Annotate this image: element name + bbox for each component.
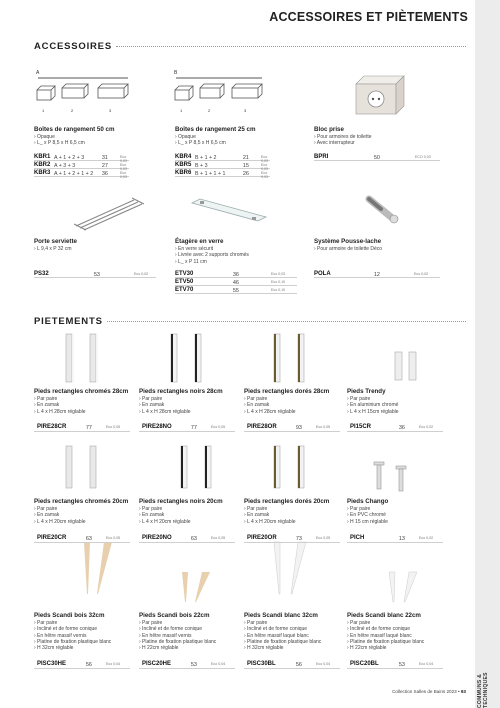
eco-fee: Eco 0,05: [316, 425, 331, 429]
price-row: [139, 422, 235, 432]
eco-fee: Eco 0,03: [120, 171, 127, 179]
price: 36: [101, 170, 108, 177]
price-table: [34, 659, 130, 669]
product-title: Pieds rectangles dorés 28cm: [244, 388, 330, 395]
feature-line: › L 9,4 x P 32 cm: [34, 246, 72, 252]
price: 31: [101, 154, 108, 161]
product-title: Pieds Chango: [347, 498, 389, 505]
price-row: [244, 533, 340, 543]
eco-fee: Eco 0,04: [316, 662, 331, 666]
product-title: Étagère en verre: [175, 238, 224, 245]
product-ref: PISC30HE: [37, 661, 67, 667]
feature-line: › Platine de fixation plastique blanc: [139, 638, 217, 645]
product-ref: PISC20BL: [350, 661, 379, 667]
product-ref: PI15CR: [350, 424, 372, 430]
accessory-block: [34, 126, 114, 147]
price-row: [244, 422, 340, 432]
price: 13: [398, 535, 405, 542]
leg-product-block: [34, 388, 128, 415]
leg-product-block: [347, 498, 388, 525]
price: 46: [232, 279, 239, 286]
feature-line: › Par paire: [139, 396, 163, 402]
price-row: [175, 270, 297, 278]
price: 53: [190, 661, 197, 668]
price-table: [175, 153, 270, 177]
feature-line: › En hêtre massif laqué blanc: [347, 632, 412, 639]
price: 56: [85, 661, 92, 668]
product-ref: PIRE20CR: [37, 535, 67, 541]
composition: B + 3: [195, 162, 208, 169]
accessory-block: [314, 126, 372, 147]
svg-text:1: 1: [180, 108, 183, 113]
product-title: Pieds rectangles chromés 20cm: [34, 498, 129, 505]
feature-line: › H 15 cm réglable: [347, 518, 388, 525]
price: 56: [295, 661, 302, 668]
accessory-block: [175, 126, 255, 147]
side-tab-label: COMMUNS & TECHNIQUES: [477, 672, 489, 708]
eco-fee: Eco 0,02: [419, 536, 434, 540]
feature-line: › En hêtre massif vernis: [34, 632, 87, 639]
feature-line: › Opaque: [34, 134, 55, 140]
product-title: Pieds Scandi blanc 32cm: [244, 612, 318, 619]
eco-fee: Eco 0,05: [106, 536, 121, 540]
section-title: PIETEMENTS: [34, 316, 103, 327]
price-table: [175, 270, 297, 294]
composition: B + 1 + 1 + 1: [195, 170, 226, 177]
product-title: Système Pousse-lache: [314, 238, 382, 245]
product-ref: POLA: [314, 271, 331, 277]
price: 15: [242, 162, 249, 169]
accessory-block: [175, 238, 249, 265]
product-ref: ETV70: [175, 287, 194, 293]
product-title: Boîtes de rangement 25 cm: [175, 126, 256, 133]
feature-line: › En hêtre massif vernis: [139, 632, 192, 639]
feature-line: › Par paire: [347, 506, 371, 512]
feature-line: › L 4 x H 28cm réglable: [244, 408, 296, 415]
feature-line: › En zamak: [34, 512, 60, 519]
legs-chango-image: [370, 460, 420, 495]
leg-product-block: [244, 612, 321, 651]
price: 26: [242, 170, 249, 177]
product-ref: PIRE20NO: [142, 535, 172, 541]
feature-line: › L 4 x H 20cm réglable: [139, 518, 191, 525]
price: 63: [85, 535, 92, 542]
eco-fee: Eco 0,05: [211, 425, 226, 429]
feature-line: › L 4 x H 20cm réglable: [34, 518, 86, 525]
price-row: [347, 533, 443, 543]
price-row: [347, 659, 443, 669]
feature-line: › Par paire: [139, 620, 163, 626]
product-ref: KBR1: [34, 154, 51, 160]
price-table: [244, 533, 340, 543]
leg-product-block: [347, 388, 399, 415]
price: 55: [232, 287, 239, 294]
price: 12: [373, 271, 380, 278]
legs-scandi-white-32-image: [270, 540, 315, 598]
svg-text:1: 1: [42, 108, 45, 113]
product-ref: PIRE28OR: [247, 424, 277, 430]
feature-line: › En aluminium chromé: [347, 402, 399, 409]
price-table: [34, 422, 130, 432]
feature-line: › Opaque: [175, 134, 196, 140]
product-title: Pieds rectangles chromés 28cm: [34, 388, 129, 395]
feature-line: › L_ x P 8,5 x H 6,5 cm: [175, 140, 226, 147]
svg-text:2: 2: [71, 108, 74, 113]
section-pietements: [34, 316, 466, 327]
product-title: Pieds rectangles noirs 20cm: [139, 498, 223, 505]
composition: A + 1 + 2 + 3: [54, 154, 85, 161]
product-ref: KBR5: [175, 162, 192, 168]
product-ref: PIRE28NO: [142, 424, 172, 430]
feature-line: › En zamak: [139, 512, 165, 519]
product-title: Bloc prise: [314, 126, 344, 133]
price-table: [244, 659, 340, 669]
price: 93: [295, 424, 302, 431]
product-ref: PIRE20OR: [247, 535, 277, 541]
feature-line: › H 22cm réglable: [139, 645, 179, 652]
product-ref: PISC20HE: [142, 661, 172, 667]
price: 53: [93, 271, 100, 278]
feature-line: › Platine de fixation plastique blanc: [34, 638, 112, 645]
price: 36: [232, 271, 239, 278]
price-row: [34, 270, 156, 278]
product-title: Boîtes de rangement 50 cm: [34, 126, 115, 133]
legs-black-20-image: [175, 440, 225, 495]
price-row: [244, 659, 340, 669]
feature-line: › Incliné et de forme conique: [347, 626, 411, 633]
product-ref: KBR2: [34, 162, 51, 168]
feature-line: › Par paire: [347, 396, 371, 402]
feature-line: › L 4 x H 28cm réglable: [139, 408, 191, 415]
page-footer: Collection Salles de Bains 2023 • 93: [392, 689, 466, 694]
leg-product-block: [34, 612, 111, 651]
eco-fee: Eco 0,03: [261, 155, 268, 163]
price-row: [139, 533, 235, 543]
accessory-block: [314, 238, 382, 252]
svg-text:3: 3: [244, 108, 247, 113]
feature-line: › En verre sécurit: [175, 246, 214, 252]
composition: A + 3 + 3: [54, 162, 76, 169]
eco-fee: Eco 0,05: [211, 536, 226, 540]
svg-text:2: 2: [208, 108, 211, 113]
price-table: [314, 153, 440, 161]
drawing-letter: A: [36, 70, 40, 76]
price-table: [347, 533, 443, 543]
section-title: ACCESSOIRES: [34, 41, 112, 52]
power-block-image: [352, 72, 407, 117]
price: 21: [242, 154, 249, 161]
legs-gold-28-image: [268, 330, 318, 385]
price-table: [139, 533, 235, 543]
price-table: [34, 270, 156, 278]
eco-fee: Eco 0,03: [120, 155, 127, 163]
feature-line: › Platine de fixation plastique blanc: [244, 638, 322, 645]
leg-product-block: [347, 612, 424, 651]
price-row: [175, 169, 270, 177]
price: 77: [190, 424, 197, 431]
product-ref: ETV50: [175, 279, 194, 285]
product-title: Pieds Scandi blanc 22cm: [347, 612, 421, 619]
product-ref: ETV30: [175, 271, 194, 277]
feature-line: › Platine de fixation plastique blanc: [347, 638, 425, 645]
storage-box-25-drawing: [172, 66, 267, 116]
feature-line: › Pour armoire de toilette Déco: [314, 246, 383, 252]
feature-line: › Par paire: [34, 506, 58, 512]
accessory-block: [34, 238, 77, 252]
push-latch-image: [363, 193, 403, 225]
feature-line: › L_ x P 11 cm: [175, 258, 207, 265]
price-table: [314, 270, 440, 278]
feature-line: › L 4 x H 20cm réglable: [244, 518, 296, 525]
leg-product-block: [139, 612, 216, 651]
price-row: [314, 153, 440, 161]
price-row: [175, 153, 270, 161]
eco-fee: Eco 0,10: [271, 288, 286, 292]
price-table: [139, 422, 235, 432]
eco-fee: ECO 0,03: [415, 155, 431, 159]
leg-product-block: [34, 498, 128, 525]
feature-line: › En zamak: [244, 512, 270, 519]
product-title: Pieds rectangles noirs 28cm: [139, 388, 223, 395]
price-row: [34, 533, 130, 543]
feature-line: › En PVC chromé: [347, 512, 386, 519]
price-row: [34, 659, 130, 669]
eco-fee: Eco 0,03: [120, 163, 127, 171]
product-ref: PS32: [34, 271, 49, 277]
eco-fee: Eco 0,03: [261, 171, 268, 179]
leg-product-block: [244, 498, 329, 525]
page-number: 93: [460, 689, 466, 694]
feature-line: › Par paire: [139, 506, 163, 512]
eco-fee: Eco 0,02: [419, 425, 434, 429]
product-ref: KBR6: [175, 170, 192, 176]
eco-fee: Eco 0,05: [316, 536, 331, 540]
price: 27: [101, 162, 108, 169]
feature-line: › En zamak: [244, 402, 270, 409]
price: 53: [398, 661, 405, 668]
svg-text:B: B: [174, 70, 178, 76]
dotted-rule: [107, 321, 466, 322]
feature-line: › En zamak: [139, 402, 165, 409]
price-row: [34, 422, 130, 432]
feature-line: › Incliné et de forme conique: [139, 626, 203, 633]
price: 50: [373, 154, 380, 161]
product-ref: PIRE28CR: [37, 424, 67, 430]
eco-fee: Eco 0,03: [261, 163, 268, 171]
price-row: [175, 278, 297, 286]
eco-fee: Eco 0,04: [106, 662, 121, 666]
price-row: [314, 270, 440, 278]
price-table: [347, 659, 443, 669]
feature-line: › L_ x P 8,5 x H 6,5 cm: [34, 140, 85, 147]
side-tab: [475, 0, 500, 708]
feature-line: › Pour armoires de toilette: [314, 134, 372, 140]
product-title: Pieds rectangles dorés 20cm: [244, 498, 330, 505]
price-table: [347, 422, 443, 432]
legs-gold-20-image: [268, 440, 318, 495]
leg-product-block: [244, 388, 329, 415]
dotted-rule: [116, 46, 466, 47]
legs-chrome-20-image: [60, 440, 110, 495]
product-title: Pieds Trendy: [347, 388, 386, 395]
price-row: [175, 286, 297, 294]
svg-text:3: 3: [109, 108, 112, 113]
price-row: [34, 169, 129, 177]
eco-fee: Eco 0,04: [211, 662, 226, 666]
product-ref: KBR3: [34, 170, 51, 176]
leg-product-block: [139, 498, 223, 525]
product-title: Porte serviette: [34, 238, 77, 245]
price: 36: [398, 424, 405, 431]
price-row: [34, 153, 129, 161]
towel-rail-image: [72, 188, 144, 233]
feature-line: › Par paire: [347, 620, 371, 626]
legs-trendy-image: [393, 348, 423, 383]
section-accessoires: [34, 41, 466, 52]
price-table: [139, 659, 235, 669]
price-row: [347, 422, 443, 432]
glass-shelf-image: [188, 195, 270, 227]
feature-line: › Livrée avec 2 supports chromés: [175, 252, 249, 259]
feature-line: › Incliné et de forme conique: [244, 626, 308, 633]
feature-line: › En zamak: [34, 402, 60, 409]
feature-line: › Par paire: [34, 620, 58, 626]
feature-line: › H 32cm réglable: [34, 645, 74, 652]
product-ref: KBR4: [175, 154, 192, 160]
price-row: [175, 161, 270, 169]
price: 73: [295, 535, 302, 542]
feature-line: › L 4 x H 15cm réglable: [347, 408, 399, 415]
eco-fee: Eco 0,03: [271, 272, 286, 276]
price-table: [34, 153, 129, 177]
product-ref: BPRI: [314, 154, 329, 160]
feature-line: › En hêtre massif laqué blanc: [244, 632, 309, 639]
legs-chrome-28-image: [60, 330, 110, 385]
feature-line: › Incliné et de forme conique: [34, 626, 98, 633]
feature-line: › L 4 x H 28cm réglable: [34, 408, 86, 415]
legs-scandi-white-22-image: [385, 570, 425, 605]
product-ref: PICH: [350, 535, 365, 541]
eco-fee: Eco 0,05: [106, 425, 121, 429]
price-table: [34, 533, 130, 543]
feature-line: › H 22cm réglable: [347, 645, 387, 652]
composition: B + 1 + 2: [195, 154, 217, 161]
price: 63: [190, 535, 197, 542]
feature-line: › H 32cm réglable: [244, 645, 284, 652]
storage-box-50-drawing: [34, 66, 134, 116]
page-title: ACCESSOIRES ET PIÈTEMENTS: [269, 10, 468, 24]
legs-scandi-wood-22-image: [178, 570, 218, 605]
leg-product-block: [139, 388, 223, 415]
legs-black-28-image: [165, 330, 215, 385]
feature-line: › Par paire: [244, 396, 268, 402]
price-row: [34, 161, 129, 169]
product-ref: PISC30BL: [247, 661, 276, 667]
product-title: Pieds Scandi bois 32cm: [34, 612, 105, 619]
price-table: [244, 422, 340, 432]
feature-line: › Avec interrupteur: [314, 140, 355, 147]
footer-text: Collection Salles de Bains 2023: [392, 689, 457, 694]
legs-scandi-wood-32-image: [80, 540, 120, 598]
composition: A + 1 + 2 + 1 + 2: [54, 170, 94, 177]
feature-line: › Par paire: [34, 396, 58, 402]
eco-fee: Eco 0,02: [414, 272, 429, 276]
eco-fee: Eco 0,04: [419, 662, 434, 666]
eco-fee: Eco 0,10: [271, 280, 286, 284]
price-row: [139, 659, 235, 669]
price: 77: [85, 424, 92, 431]
feature-line: › Par paire: [244, 620, 268, 626]
product-title: Pieds Scandi bois 22cm: [139, 612, 210, 619]
feature-line: › Par paire: [244, 506, 268, 512]
eco-fee: Eco 0,02: [134, 272, 149, 276]
